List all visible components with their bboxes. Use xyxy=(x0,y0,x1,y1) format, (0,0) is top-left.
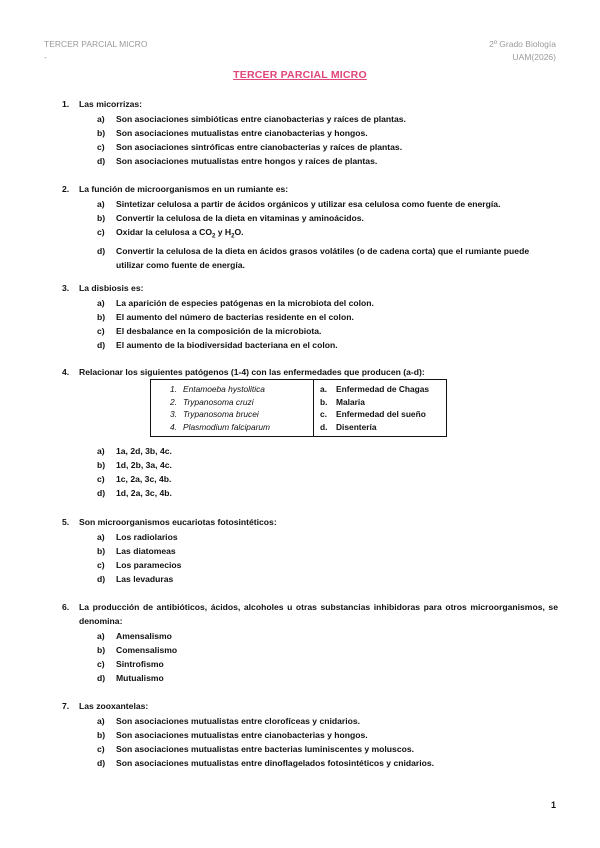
option-c[interactable] xyxy=(97,657,558,671)
option-label: c) xyxy=(97,744,105,754)
option-b[interactable] xyxy=(97,126,558,140)
option-text: Las levaduras xyxy=(116,574,174,584)
option-list xyxy=(97,629,558,685)
question-number: 2. xyxy=(62,184,70,194)
question-text: La función de microorganismos en un rumiante es: xyxy=(79,184,289,194)
question-text: La producción de antibióticos, ácidos, alcoholes u otras substancias inhibidoras para otros microorganismos, se denomina: xyxy=(79,602,558,626)
question-4 xyxy=(62,365,558,379)
option-d[interactable] xyxy=(97,338,558,352)
option-text: Son asociaciones simbióticas entre cianobacterias y raíces de plantas. xyxy=(116,114,406,124)
pathogen-number: 2. xyxy=(170,396,177,407)
disease-row xyxy=(320,383,440,396)
question-text: La disbiosis es: xyxy=(79,283,144,293)
option-text: Son asociaciones mutualistas entre clorofíceas y cnidarios. xyxy=(116,716,361,726)
header-dash: - xyxy=(44,52,47,62)
option-c[interactable] xyxy=(97,472,558,486)
option-text: Sintetizar celulosa a partir de ácidos orgánicos y utilizar esa celulosa como fuente de energía. xyxy=(116,199,501,209)
question-6 xyxy=(62,600,558,685)
disease-row xyxy=(320,421,440,434)
option-label: c) xyxy=(97,560,105,570)
option-label: b) xyxy=(97,645,106,655)
header-degree: 2º Grado Biología xyxy=(489,39,556,49)
pathogen-name: Entamoeba hystolitica xyxy=(183,384,265,394)
header-left xyxy=(44,38,147,64)
option-d[interactable] xyxy=(97,244,558,272)
question-1 xyxy=(62,97,558,168)
question-number: 1. xyxy=(62,99,70,109)
option-label: d) xyxy=(97,340,106,350)
question-text: Las zooxantelas: xyxy=(79,701,149,711)
matching-table xyxy=(150,379,447,437)
option-list xyxy=(97,112,558,168)
option-c[interactable] xyxy=(97,140,558,154)
pathogen-number: 4. xyxy=(170,421,177,432)
disease-letter: a. xyxy=(320,384,327,394)
option-list xyxy=(97,714,558,770)
option-text: 1d, 2a, 3c, 4b. xyxy=(116,488,172,498)
option-label: d) xyxy=(97,156,106,166)
option-label: a) xyxy=(97,631,105,641)
header-right xyxy=(489,38,556,64)
option-label: c) xyxy=(97,474,105,484)
option-label: d) xyxy=(97,488,106,498)
option-list xyxy=(97,444,558,500)
question-4-options xyxy=(62,444,558,500)
pathogen-row xyxy=(157,396,307,409)
option-text: Los paramecios xyxy=(116,560,182,570)
option-text: Convertir la celulosa de la dieta en ácidos grasos volátiles (o de cadena corta) que el rumiante puede utilizar como fuente de energía. xyxy=(116,245,530,270)
option-label: b) xyxy=(97,128,106,138)
option-d[interactable] xyxy=(97,154,558,168)
option-text: El desbalance en la composición de la microbiota. xyxy=(116,326,322,336)
option-d[interactable] xyxy=(97,671,558,685)
option-label: a) xyxy=(97,532,105,542)
pathogen-name: Trypanosoma brucei xyxy=(183,409,259,419)
option-text: Son asociaciones sintróficas entre cianobacterias y raíces de plantas. xyxy=(116,142,403,152)
disease-row xyxy=(320,408,440,421)
option-text: Son asociaciones mutualistas entre bacterias luminiscentes y moluscos. xyxy=(116,744,415,754)
option-text: Son asociaciones mutualistas entre hongos y raíces de plantas. xyxy=(116,156,378,166)
option-label: b) xyxy=(97,730,106,740)
disease-letter: d. xyxy=(320,421,328,432)
option-c[interactable] xyxy=(97,324,558,338)
pathogen-column xyxy=(151,380,314,437)
option-text: Amensalismo xyxy=(116,631,172,641)
pathogen-row xyxy=(157,421,307,434)
option-text: y H xyxy=(215,227,232,237)
disease-name: Malaria xyxy=(336,396,365,407)
option-text: La aparición de especies patógenas en la microbiota del colon. xyxy=(116,298,374,308)
question-text: Las micorrizas: xyxy=(79,99,143,109)
option-b[interactable] xyxy=(97,211,558,225)
option-label: d) xyxy=(97,245,106,256)
option-text: 1a, 2d, 3b, 4c. xyxy=(116,446,172,456)
option-b[interactable] xyxy=(97,310,558,324)
option-label: a) xyxy=(97,199,105,209)
option-list xyxy=(97,530,558,586)
pathogen-name: Plasmodium falciparum xyxy=(183,421,271,432)
pathogen-row xyxy=(157,408,307,421)
disease-column xyxy=(314,380,447,437)
option-b[interactable] xyxy=(97,544,558,558)
option-label: c) xyxy=(97,326,105,336)
option-text: Mutualismo xyxy=(116,673,164,683)
option-text: Son asociaciones mutualistas entre dinoflagelados fotosintéticos y cnidarios. xyxy=(116,758,435,768)
subscript: 2 xyxy=(212,233,216,240)
option-label: c) xyxy=(97,659,105,669)
disease-name: Enfermedad de Chagas xyxy=(336,384,430,394)
option-list xyxy=(97,296,558,352)
question-7 xyxy=(62,699,558,770)
option-label: b) xyxy=(97,312,106,322)
question-number: 6. xyxy=(62,602,70,612)
option-label: c) xyxy=(97,227,105,237)
option-label: c) xyxy=(97,142,105,152)
question-2 xyxy=(62,182,558,272)
question-3 xyxy=(62,281,558,352)
option-text: Comensalismo xyxy=(116,645,178,655)
disease-name: Enfermedad del sueño xyxy=(336,409,426,419)
option-text: Sintrofismo xyxy=(116,659,164,669)
question-number: 4. xyxy=(62,367,70,377)
option-text: O. xyxy=(234,227,244,237)
option-text: Los radiolarios xyxy=(116,532,178,542)
question-number: 7. xyxy=(62,701,70,711)
option-d[interactable] xyxy=(97,486,558,500)
option-a[interactable] xyxy=(97,112,558,126)
option-label: a) xyxy=(97,446,105,456)
option-text: Las diatomeas xyxy=(116,546,176,556)
question-5 xyxy=(62,515,558,586)
pathogen-row xyxy=(157,383,307,396)
option-list xyxy=(97,197,558,272)
option-text: 1d, 2b, 3a, 4c. xyxy=(116,460,172,470)
page-title: TERCER PARCIAL MICRO xyxy=(233,69,367,81)
question-text: Son microorganismos eucariotas fotosintéticos: xyxy=(79,517,277,527)
option-a[interactable] xyxy=(97,714,558,728)
option-a[interactable] xyxy=(97,530,558,544)
option-b[interactable] xyxy=(97,728,558,742)
option-text: Son asociaciones mutualistas entre cianobacterias y hongos. xyxy=(116,128,368,138)
option-label: a) xyxy=(97,298,105,308)
option-a[interactable] xyxy=(97,197,558,211)
page-number: 1 xyxy=(550,800,556,810)
option-text: Oxidar la celulosa a CO xyxy=(116,227,213,237)
disease-row xyxy=(320,396,440,409)
option-text: Son asociaciones mutualistas entre cianobacterias y hongos. xyxy=(116,730,368,740)
option-label: d) xyxy=(97,758,106,768)
option-label: b) xyxy=(97,213,106,223)
option-a[interactable] xyxy=(97,629,558,643)
question-text: Relacionar los siguientes patógenos (1-4) con las enfermedades que producen (a-d): xyxy=(79,367,425,377)
option-label: d) xyxy=(97,574,106,584)
option-b[interactable] xyxy=(97,458,558,472)
question-number: 3. xyxy=(62,283,70,293)
pathogen-number: 1. xyxy=(170,384,177,394)
option-b[interactable] xyxy=(97,643,558,657)
option-label: a) xyxy=(97,716,105,726)
option-d[interactable] xyxy=(97,756,558,770)
option-label: b) xyxy=(97,546,106,556)
disease-letter: b. xyxy=(320,396,328,407)
pathogen-number: 3. xyxy=(170,409,177,419)
pathogen-name: Trypanosoma cruzi xyxy=(183,396,254,407)
option-text: El aumento de la biodiversidad bacteriana en el colon. xyxy=(116,340,338,350)
option-a[interactable] xyxy=(97,296,558,310)
option-text: El aumento del número de bacterias residente en el colon. xyxy=(116,312,354,322)
option-label: d) xyxy=(97,673,106,683)
question-number: 5. xyxy=(62,517,70,527)
header-university: UAM(2026) xyxy=(512,52,556,62)
option-label: a) xyxy=(97,114,105,124)
option-c[interactable] xyxy=(97,742,558,756)
option-d[interactable] xyxy=(97,572,558,586)
header-course: TERCER PARCIAL MICRO xyxy=(44,39,148,49)
disease-name: Disentería xyxy=(336,421,377,432)
subscript: 2 xyxy=(231,233,235,240)
option-a[interactable] xyxy=(97,444,558,458)
option-c[interactable] xyxy=(97,225,558,244)
option-text: 1c, 2a, 3c, 4b. xyxy=(116,474,172,484)
option-c[interactable] xyxy=(97,558,558,572)
option-label: b) xyxy=(97,460,106,470)
option-text: Convertir la celulosa de la dieta en vitaminas y aminoácidos. xyxy=(116,213,364,223)
disease-letter: c. xyxy=(320,409,327,419)
